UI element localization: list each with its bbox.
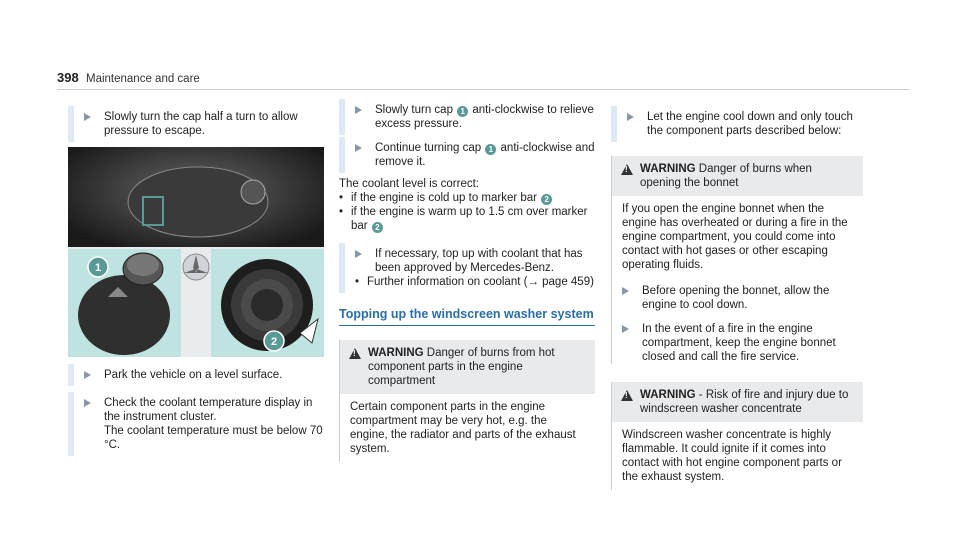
step-cool-down [611, 110, 863, 138]
column-1-lower [68, 368, 324, 462]
step-turn-cap [339, 103, 595, 131]
warning-heading: Danger of burns when opening the bonnet [640, 163, 812, 189]
coolant-level-intro: The coolant level is correct: [339, 178, 479, 190]
step-text: Slowly turn cap 1 anti-clockwise to relieve excess pressure. [375, 104, 594, 130]
step-cap-item [68, 110, 324, 138]
step-subtext: The coolant temperature must be below 70 °C. [104, 425, 323, 451]
page-header-title: Maintenance and care [86, 73, 200, 85]
warning-body: If you open the engine bonnet when the engine has overheated or during a fire in the engine compartment, you could come into contact with hot gases or other escaping operating fluids. [622, 203, 848, 271]
step-arrow-icon [84, 399, 91, 407]
step-arrow-icon [627, 113, 634, 121]
warning-body: Windscreen washer concentrate is highly flammable. It could ignite if it comes into contact with hot engine component parts or the exhaust system. [622, 429, 842, 483]
engine-illustration [68, 147, 324, 357]
warning-label: WARNING [640, 163, 696, 175]
step-arrow-icon [355, 250, 362, 258]
step-text: Let the engine cool down and only touch the component parts described below: [647, 111, 853, 137]
page-number: 398 [57, 70, 79, 85]
column-1 [68, 110, 324, 148]
marker-2-icon: 2 [372, 222, 383, 233]
step-text: Slowly turn the cap half a turn to allow pressure to escape. [104, 111, 298, 137]
step-text: In the event of a fire in the engine compartment, keep the engine bonnet closed and call the fire service. [642, 323, 836, 363]
warning-box-bonnet [611, 156, 863, 364]
marker-1-icon: 1 [457, 106, 468, 117]
warning-label: WARNING [640, 389, 696, 401]
step-park-item [68, 368, 324, 382]
bullet-cold: • if the engine is cold up to marker bar 2 [339, 191, 595, 205]
warning-heading: Danger of burns from hot component parts in the engine compartment [368, 347, 555, 387]
step-arrow-icon [355, 106, 362, 114]
column-3 [611, 110, 863, 500]
step-text: Before opening the bonnet, allow the engine to cool down. [642, 285, 830, 311]
marker-2-icon: 2 [541, 194, 552, 205]
step-text: If necessary, top up with coolant that has been approved by Mercedes-Benz. [375, 248, 583, 274]
warning-box-washer [611, 382, 863, 490]
step-arrow-icon [355, 144, 362, 152]
warning-box-hot-parts [339, 340, 595, 462]
header-divider [57, 89, 909, 90]
bullet-further-info[interactable]: • Further information on coolant (→ page 459) [355, 275, 595, 289]
column-2 [339, 103, 595, 472]
warning-triangle-icon [349, 348, 361, 359]
warning-triangle-icon [621, 164, 633, 175]
warning-triangle-icon [621, 390, 633, 401]
marker-1-icon: 1 [485, 144, 496, 155]
step-arrow-icon [84, 113, 91, 121]
warning-heading: - Risk of fire and injury due to windscreen washer concentrate [640, 389, 849, 415]
step-fire [612, 322, 863, 364]
step-arrow-icon [622, 325, 629, 333]
step-top-up [339, 247, 595, 289]
bullet-warm: • if the engine is warm up to 1.5 cm over marker bar 2 [339, 205, 595, 233]
figure-label-2: 2 [270, 336, 278, 348]
coolant-reservoir-figure [68, 147, 324, 357]
section-title: Topping up the windscreen washer system [339, 307, 595, 326]
step-remove-cap [339, 141, 595, 169]
step-text: Park the vehicle on a level surface. [104, 369, 283, 381]
step-arrow-icon [84, 371, 91, 379]
step-arrow-icon [622, 287, 629, 295]
figure-label-1: 1 [94, 262, 102, 274]
step-check-item [68, 396, 324, 452]
warning-body: Certain component parts in the engine compartment may be very hot, e.g. the engine, the radiator and parts of the exhaust system. [350, 401, 576, 455]
warning-label: WARNING [368, 347, 424, 359]
step-text: Continue turning cap 1 anti-clockwise and remove it. [375, 142, 595, 168]
step-before-opening [612, 284, 863, 312]
step-text: Check the coolant temperature display in the instrument cluster. [104, 397, 313, 423]
